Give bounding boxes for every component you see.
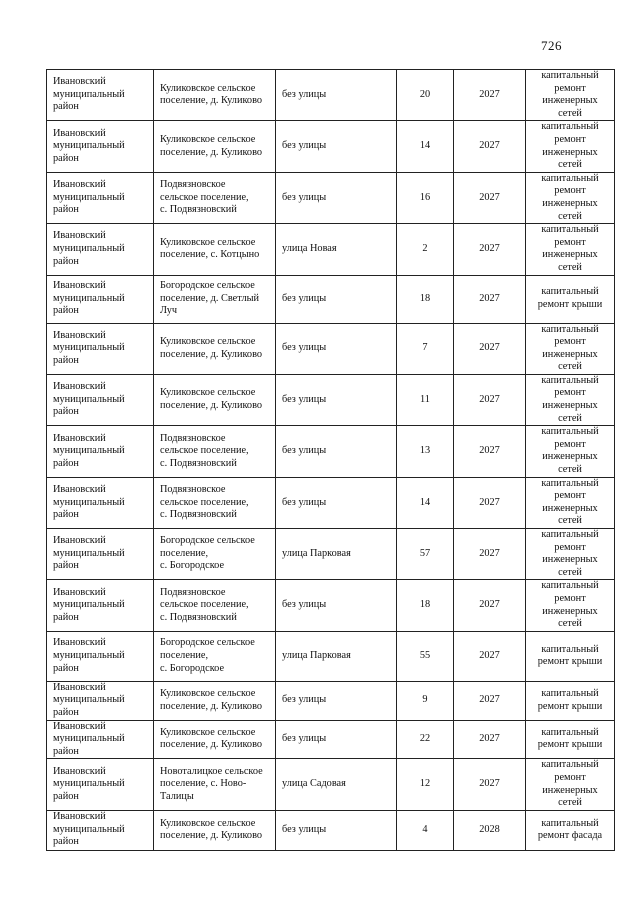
settlement-cell-line: Богородское сельское: [160, 637, 255, 649]
district-cell-line: муниципальный: [53, 694, 125, 706]
district-cell-line: Ивановский: [53, 811, 106, 823]
settlement-cell-line: Куликовское сельское: [160, 387, 256, 399]
district-cell-line: муниципальный: [53, 342, 125, 354]
work-type-cell: [526, 529, 615, 580]
work-type-cell: [526, 810, 615, 850]
work-type-cell-line: сетей: [558, 515, 582, 527]
settlement-cell-line: поселение,: [160, 547, 209, 559]
settlement-cell-line: поселение, с. Ново-: [160, 778, 247, 790]
street-cell: без улицы: [276, 477, 397, 528]
work-type-cell-line: ремонт крыши: [537, 656, 603, 668]
year-cell: 2027: [454, 759, 526, 810]
work-type-cell-line: капитальный: [541, 70, 599, 81]
work-type-cell-line: капитальный: [541, 580, 599, 592]
district-cell-line: район: [53, 101, 79, 113]
work-type-cell-line: капитальный: [541, 477, 599, 489]
work-type-cell-line: сетей: [558, 797, 582, 809]
year-cell: 2027: [454, 477, 526, 528]
year-cell: 2027: [454, 121, 526, 172]
work-type-cell-line: инженерных: [542, 784, 598, 796]
work-type-cell-line: ремонт: [554, 541, 586, 553]
year-cell: 2027: [454, 224, 526, 275]
work-type-cell-line: ремонт: [554, 490, 586, 502]
work-type-cell-line: сетей: [558, 464, 582, 476]
settlement-cell-line: поселение,: [160, 649, 209, 661]
district-cell: [47, 720, 154, 759]
street-cell: улица Новая: [276, 224, 397, 275]
district-cell-line: Ивановский: [53, 483, 106, 495]
settlement-cell-line: сельское поселение,: [160, 599, 249, 611]
district-cell-line: район: [53, 745, 79, 757]
district-cell-line: Ивановский: [53, 432, 106, 444]
year-cell: 2027: [454, 631, 526, 681]
house-number-cell: 14: [397, 121, 454, 172]
year-cell: 2027: [454, 70, 526, 121]
district-cell-line: муниципальный: [53, 778, 125, 790]
district-cell: [47, 224, 154, 275]
settlement-cell-line: Куликовское сельское: [160, 82, 256, 94]
house-number-cell: 14: [397, 477, 454, 528]
settlement-cell: [154, 810, 276, 850]
district-cell-line: Ивановский: [53, 535, 106, 547]
settlement-cell: [154, 426, 276, 477]
work-type-cell-line: капитальный: [541, 172, 599, 184]
table-row: [47, 374, 615, 425]
district-cell: [47, 681, 154, 720]
table-row: [47, 681, 615, 720]
street-cell: без улицы: [276, 323, 397, 374]
district-cell-line: район: [53, 204, 79, 216]
year-cell: 2027: [454, 374, 526, 425]
settlement-cell: [154, 477, 276, 528]
settlement-cell-line: Подвязновское: [160, 586, 226, 598]
district-cell-line: муниципальный: [53, 733, 125, 745]
settlement-cell-line: Талицы: [160, 790, 194, 802]
district-cell-line: муниципальный: [53, 393, 125, 405]
street-cell: улица Парковая: [276, 631, 397, 681]
district-cell-line: Ивановский: [53, 76, 106, 88]
work-type-cell-line: ремонт: [554, 82, 586, 94]
street-cell: без улицы: [276, 810, 397, 850]
table-row: [47, 70, 615, 121]
settlement-cell-line: Куликовское сельское: [160, 236, 256, 248]
district-cell: [47, 70, 154, 121]
work-type-cell-line: инженерных: [542, 400, 598, 412]
year-cell: 2027: [454, 580, 526, 631]
work-type-cell: [526, 224, 615, 275]
work-type-cell-line: ремонт крыши: [537, 700, 603, 712]
district-cell: [47, 580, 154, 631]
work-type-cell: [526, 426, 615, 477]
street-cell: без улицы: [276, 121, 397, 172]
district-cell-line: Ивановский: [53, 765, 106, 777]
table-row: [47, 580, 615, 631]
settlement-cell-line: с. Подвязновский: [160, 611, 237, 623]
settlement-cell-line: с. Подвязновский: [160, 509, 237, 521]
housing-repair-table: [46, 69, 615, 851]
district-cell-line: муниципальный: [53, 140, 125, 152]
work-type-cell-line: ремонт: [554, 185, 586, 197]
district-cell-line: район: [53, 836, 79, 848]
district-cell: [47, 529, 154, 580]
district-cell-line: муниципальный: [53, 191, 125, 203]
district-cell-line: район: [53, 662, 79, 674]
table-row: [47, 810, 615, 850]
year-cell: 2027: [454, 720, 526, 759]
year-cell: 2027: [454, 323, 526, 374]
table-row: [47, 224, 615, 275]
work-type-cell-line: капитальный: [541, 643, 599, 655]
district-cell-line: район: [53, 305, 79, 317]
settlement-cell-line: Куликовское сельское: [160, 817, 256, 829]
district-cell-line: Ивановский: [53, 381, 106, 393]
district-cell-line: муниципальный: [53, 445, 125, 457]
work-type-cell-line: капитальный: [541, 286, 599, 298]
street-cell: без улицы: [276, 374, 397, 425]
district-cell-line: муниципальный: [53, 292, 125, 304]
settlement-cell: [154, 759, 276, 810]
table-row: [47, 121, 615, 172]
settlement-cell-line: Подвязновское: [160, 483, 226, 495]
table-row: [47, 720, 615, 759]
settlement-cell-line: Подвязновское: [160, 432, 226, 444]
work-type-cell-line: капитальный: [541, 688, 599, 700]
work-type-cell-line: ремонт: [554, 133, 586, 145]
district-cell: [47, 810, 154, 850]
work-type-cell-line: инженерных: [542, 95, 598, 107]
work-type-cell-line: ремонт: [554, 236, 586, 248]
work-type-cell: [526, 477, 615, 528]
district-cell-line: район: [53, 509, 79, 521]
street-cell: без улицы: [276, 426, 397, 477]
work-type-cell-line: инженерных: [542, 197, 598, 209]
table-row: [47, 323, 615, 374]
house-number-cell: 11: [397, 374, 454, 425]
work-type-cell-line: сетей: [558, 261, 582, 273]
work-type-cell-line: сетей: [558, 618, 582, 630]
district-cell-line: район: [53, 706, 79, 718]
work-type-cell-line: капитальный: [541, 374, 599, 386]
settlement-cell-line: Богородское сельское: [160, 280, 255, 292]
settlement-cell-line: Новоталицкое сельское: [160, 765, 263, 777]
house-number-cell: 7: [397, 323, 454, 374]
table-row: [47, 759, 615, 810]
district-cell-line: муниципальный: [53, 649, 125, 661]
year-cell: 2027: [454, 681, 526, 720]
work-type-cell-line: капитальный: [541, 529, 599, 540]
settlement-cell-line: поселение, д. Куликово: [160, 400, 263, 412]
house-number-cell: 57: [397, 529, 454, 580]
street-cell: без улицы: [276, 275, 397, 323]
work-type-cell-line: капитальный: [541, 817, 599, 829]
work-type-cell-line: капитальный: [541, 224, 599, 236]
settlement-cell-line: Куликовское сельское: [160, 336, 256, 348]
work-type-cell: [526, 681, 615, 720]
settlement-cell-line: сельское поселение,: [160, 496, 249, 508]
year-cell: 2027: [454, 275, 526, 323]
district-cell-line: район: [53, 406, 79, 418]
settlement-cell-line: Богородское сельское: [160, 535, 255, 547]
work-type-cell-line: капитальный: [541, 426, 599, 438]
settlement-cell: [154, 681, 276, 720]
work-type-cell-line: сетей: [558, 361, 582, 373]
year-cell: 2028: [454, 810, 526, 850]
district-cell-line: район: [53, 790, 79, 802]
district-cell-line: район: [53, 255, 79, 267]
work-type-cell: [526, 70, 615, 121]
district-cell: [47, 477, 154, 528]
work-type-cell-line: ремонт: [554, 387, 586, 399]
work-type-cell: [526, 121, 615, 172]
settlement-cell: [154, 323, 276, 374]
district-cell-line: муниципальный: [53, 88, 125, 100]
settlement-cell-line: Куликовское сельское: [160, 688, 256, 700]
work-type-cell: [526, 759, 615, 810]
house-number-cell: 18: [397, 580, 454, 631]
street-cell: без улицы: [276, 580, 397, 631]
settlement-cell: [154, 70, 276, 121]
settlement-cell: [154, 172, 276, 223]
settlement-cell-line: сельское поселение,: [160, 445, 249, 457]
district-cell-line: муниципальный: [53, 496, 125, 508]
work-type-cell-line: капитальный: [541, 759, 599, 771]
work-type-cell-line: капитальный: [541, 726, 599, 738]
settlement-cell-line: поселение, д. Куликово: [160, 146, 263, 158]
work-type-cell-line: сетей: [558, 159, 582, 171]
year-cell: 2027: [454, 529, 526, 580]
year-cell: 2027: [454, 172, 526, 223]
work-type-cell-line: ремонт: [554, 771, 586, 783]
district-cell-line: район: [53, 457, 79, 469]
district-cell-line: муниципальный: [53, 599, 125, 611]
settlement-cell-line: поселение, д. Куликово: [160, 830, 263, 842]
district-cell-line: район: [53, 560, 79, 572]
settlement-cell-line: поселение, д. Куликово: [160, 700, 263, 712]
district-cell-line: Ивановский: [53, 720, 106, 732]
district-cell: [47, 172, 154, 223]
year-cell: 2027: [454, 426, 526, 477]
settlement-cell: [154, 224, 276, 275]
work-type-cell-line: ремонт фасада: [537, 830, 603, 842]
table-row: [47, 426, 615, 477]
street-cell: без улицы: [276, 681, 397, 720]
work-type-cell: [526, 580, 615, 631]
work-type-cell-line: ремонт: [554, 438, 586, 450]
settlement-cell-line: Луч: [160, 305, 178, 317]
district-cell: [47, 275, 154, 323]
table-row: [47, 477, 615, 528]
settlement-cell-line: поселение, д. Куликово: [160, 739, 263, 751]
work-type-cell-line: инженерных: [542, 554, 598, 566]
work-type-cell-line: сетей: [558, 412, 582, 424]
work-type-cell-line: инженерных: [542, 146, 598, 158]
house-number-cell: 4: [397, 810, 454, 850]
settlement-cell-line: с. Подвязновский: [160, 204, 237, 216]
work-type-cell-line: инженерных: [542, 605, 598, 617]
settlement-cell-line: с. Подвязновский: [160, 457, 237, 469]
settlement-cell-line: сельское поселение,: [160, 191, 249, 203]
work-type-cell: [526, 374, 615, 425]
settlement-cell-line: поселение, д. Куликово: [160, 348, 263, 360]
settlement-cell: [154, 275, 276, 323]
house-number-cell: 22: [397, 720, 454, 759]
district-cell-line: муниципальный: [53, 547, 125, 559]
work-type-cell: [526, 172, 615, 223]
settlement-cell: [154, 720, 276, 759]
street-cell: улица Парковая: [276, 529, 397, 580]
settlement-cell: [154, 580, 276, 631]
work-type-cell-line: ремонт: [554, 336, 586, 348]
house-number-cell: 9: [397, 681, 454, 720]
district-cell-line: район: [53, 354, 79, 366]
district-cell-line: район: [53, 611, 79, 623]
work-type-cell-line: сетей: [558, 566, 582, 578]
table-row: [47, 172, 615, 223]
district-cell-line: Ивановский: [53, 681, 106, 693]
work-type-cell: [526, 720, 615, 759]
work-type-cell-line: капитальный: [541, 121, 599, 133]
house-number-cell: 55: [397, 631, 454, 681]
table-row: [47, 275, 615, 323]
work-type-cell: [526, 323, 615, 374]
settlement-cell-line: с. Богородское: [160, 662, 225, 674]
district-cell-line: Ивановский: [53, 280, 106, 292]
street-cell: без улицы: [276, 720, 397, 759]
district-cell-line: Ивановский: [53, 179, 106, 191]
settlement-cell: [154, 121, 276, 172]
work-type-cell-line: сетей: [558, 210, 582, 222]
house-number-cell: 18: [397, 275, 454, 323]
settlement-cell-line: Подвязновское: [160, 179, 226, 191]
street-cell: без улицы: [276, 70, 397, 121]
street-cell: без улицы: [276, 172, 397, 223]
house-number-cell: 12: [397, 759, 454, 810]
work-type-cell-line: сетей: [558, 107, 582, 119]
settlement-cell: [154, 529, 276, 580]
work-type-cell: [526, 631, 615, 681]
settlement-cell-line: поселение, д. Куликово: [160, 95, 263, 107]
work-type-cell-line: инженерных: [542, 451, 598, 463]
house-number-cell: 13: [397, 426, 454, 477]
work-type-cell-line: инженерных: [542, 348, 598, 360]
table-body: [47, 70, 615, 851]
district-cell-line: муниципальный: [53, 823, 125, 835]
settlement-cell-line: Куликовское сельское: [160, 726, 256, 738]
district-cell-line: район: [53, 152, 79, 164]
settlement-cell: [154, 374, 276, 425]
street-cell: улица Садовая: [276, 759, 397, 810]
work-type-cell-line: капитальный: [541, 323, 599, 335]
house-number-cell: 2: [397, 224, 454, 275]
district-cell-line: Ивановский: [53, 586, 106, 598]
district-cell-line: Ивановский: [53, 637, 106, 649]
district-cell-line: Ивановский: [53, 329, 106, 341]
house-number-cell: 16: [397, 172, 454, 223]
district-cell: [47, 631, 154, 681]
work-type-cell-line: ремонт: [554, 592, 586, 604]
district-cell: [47, 374, 154, 425]
district-cell-line: муниципальный: [53, 243, 125, 255]
page-number: 726: [541, 38, 562, 53]
work-type-cell-line: инженерных: [542, 502, 598, 514]
table-row: [47, 631, 615, 681]
work-type-cell-line: ремонт крыши: [537, 299, 603, 310]
district-cell-line: Ивановский: [53, 127, 106, 139]
settlement-cell-line: поселение, д. Светлый: [160, 292, 260, 304]
settlement-cell-line: поселение, с. Котцыно: [160, 249, 260, 261]
work-type-cell-line: ремонт крыши: [537, 739, 603, 751]
district-cell: [47, 323, 154, 374]
settlement-cell-line: Куликовское сельское: [160, 133, 256, 145]
district-cell-line: Ивановский: [53, 230, 106, 242]
settlement-cell-line: с. Богородское: [160, 560, 225, 572]
house-number-cell: 20: [397, 70, 454, 121]
table-row: [47, 529, 615, 580]
work-type-cell: [526, 275, 615, 323]
settlement-cell: [154, 631, 276, 681]
work-type-cell-line: инженерных: [542, 249, 598, 261]
district-cell: [47, 426, 154, 477]
district-cell: [47, 121, 154, 172]
district-cell: [47, 759, 154, 810]
